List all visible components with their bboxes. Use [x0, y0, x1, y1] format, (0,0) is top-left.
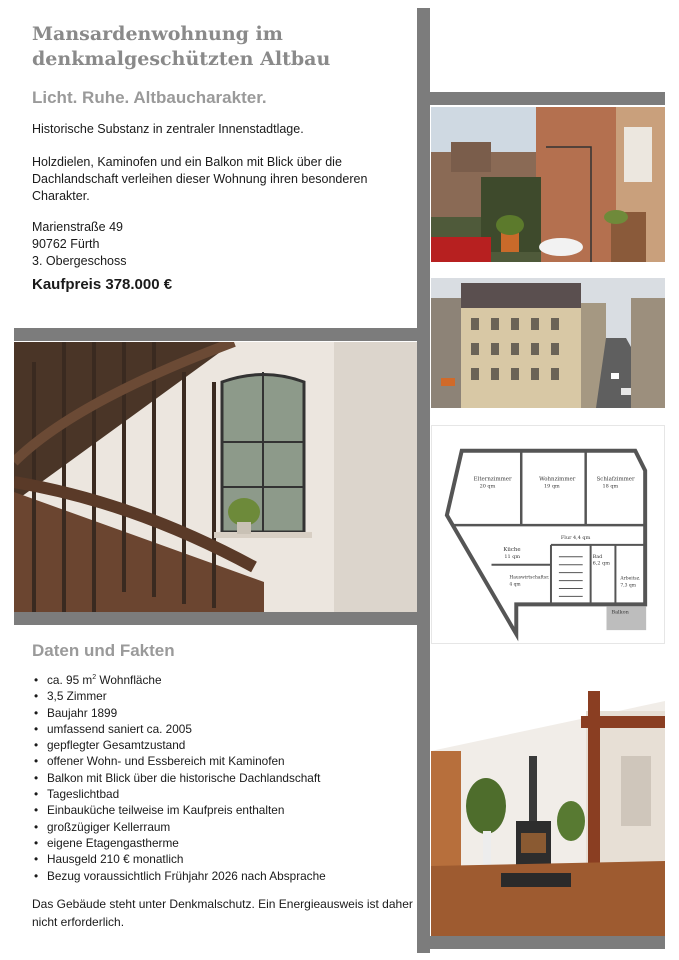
frame-bar-right-top: [417, 8, 430, 92]
facts-item: • umfassend saniert ca. 2005: [34, 721, 326, 737]
facts-item: • Tageslichtbad: [34, 786, 326, 802]
plan-label-study: Arbeitsz.: [620, 576, 641, 582]
frame-bar-middle-left: [14, 328, 417, 341]
facts-title: Daten und Fakten: [32, 641, 175, 660]
facts-item: • großzügiger Kellerraum: [34, 819, 326, 835]
plan-size-bedroom2: 18 qm: [602, 483, 619, 490]
footer-note: Das Gebäude steht unter Denkmalschutz. Ein Energieausweis ist daher nicht erforderlich.: [32, 897, 413, 929]
frame-bar-right-top-horizontal: [417, 92, 665, 105]
intro-paragraph-1: Historische Substanz in zentraler Innenstadtlage.: [32, 122, 304, 136]
facts-item: • Einbauküche teilweise im Kaufpreis enthalten: [34, 802, 326, 818]
facts-item: • offener Wohn- und Essbereich mit Kaminofen: [34, 753, 326, 769]
facts-item: • Hausgeld 210 € monatlich: [34, 851, 326, 867]
plan-label-kitchen: Küche: [503, 546, 521, 553]
living-room-photo: [431, 661, 665, 936]
address-street: Marienstraße 49: [32, 220, 124, 234]
intro-text: [32, 121, 407, 221]
street-photo: [431, 278, 665, 408]
frame-bar-bottom-left: [14, 612, 417, 625]
plan-size-study: 7,3 qm: [620, 583, 636, 589]
page-title: Mansardenwohnung im denkmalgeschützten Altbau: [32, 23, 331, 70]
plan-size-kitchen: 11 qm: [504, 553, 521, 560]
plan-label-living: Wohnzimmer: [539, 476, 576, 483]
plan-label-bath: Bad: [592, 553, 603, 560]
facts-item: • eigene Etagengastherme: [34, 835, 326, 851]
address-floor: 3. Obergeschoss: [32, 254, 127, 268]
page-subtitle: Licht. Ruhe. Altbaucharakter.: [32, 88, 267, 107]
facts-item: • ca. 95 $m^2$ Wohnfläche: [34, 672, 326, 688]
floor-plan: [431, 425, 665, 644]
facts-item: • 3,5 Zimmer: [34, 688, 326, 704]
address-city: 90762 Fürth: [32, 237, 100, 251]
facts-item: • gepflegter Gesamtzustand: [34, 737, 326, 753]
frame-bar-bottom-right: [417, 936, 665, 949]
plan-label-hall: Flur 4,4 qm: [560, 534, 591, 541]
facts-item: • Balkon mit Blick über die historische Dachlandschaft: [34, 770, 326, 786]
intro-paragraph-2: Holzdielen, Kaminofen und ein Balkon mit Blick über die Dachlandschaft verleihen dieser Wohnung ihren besonderen Charakter.: [32, 155, 368, 203]
facts-list: [34, 672, 326, 884]
plan-size-bath: 6,2 qm: [592, 560, 610, 567]
staircase-photo: [14, 342, 417, 612]
plan-label-utility: Hauswirtschaftsr.: [509, 575, 550, 581]
plan-size-bedroom1: 20 qm: [479, 483, 496, 490]
plan-size-living: 19 qm: [544, 483, 560, 490]
frame-bar-right-column: [417, 105, 430, 953]
plan-label-bedroom1: Elternzimmer: [473, 476, 512, 483]
plan-label-bedroom2: Schlafzimmer: [596, 476, 635, 483]
plan-size-utility: 4 qm: [509, 582, 521, 588]
address-block: [32, 219, 127, 270]
balcony-photo: [431, 107, 665, 262]
facts-item: • Bezug voraussichtlich Frühjahr 2026 nach Absprache: [34, 868, 326, 884]
facts-item: • Baujahr 1899: [34, 705, 326, 721]
plan-label-balcony: Balkon: [611, 609, 629, 616]
price: Kaufpreis 378.000 €: [32, 276, 173, 293]
